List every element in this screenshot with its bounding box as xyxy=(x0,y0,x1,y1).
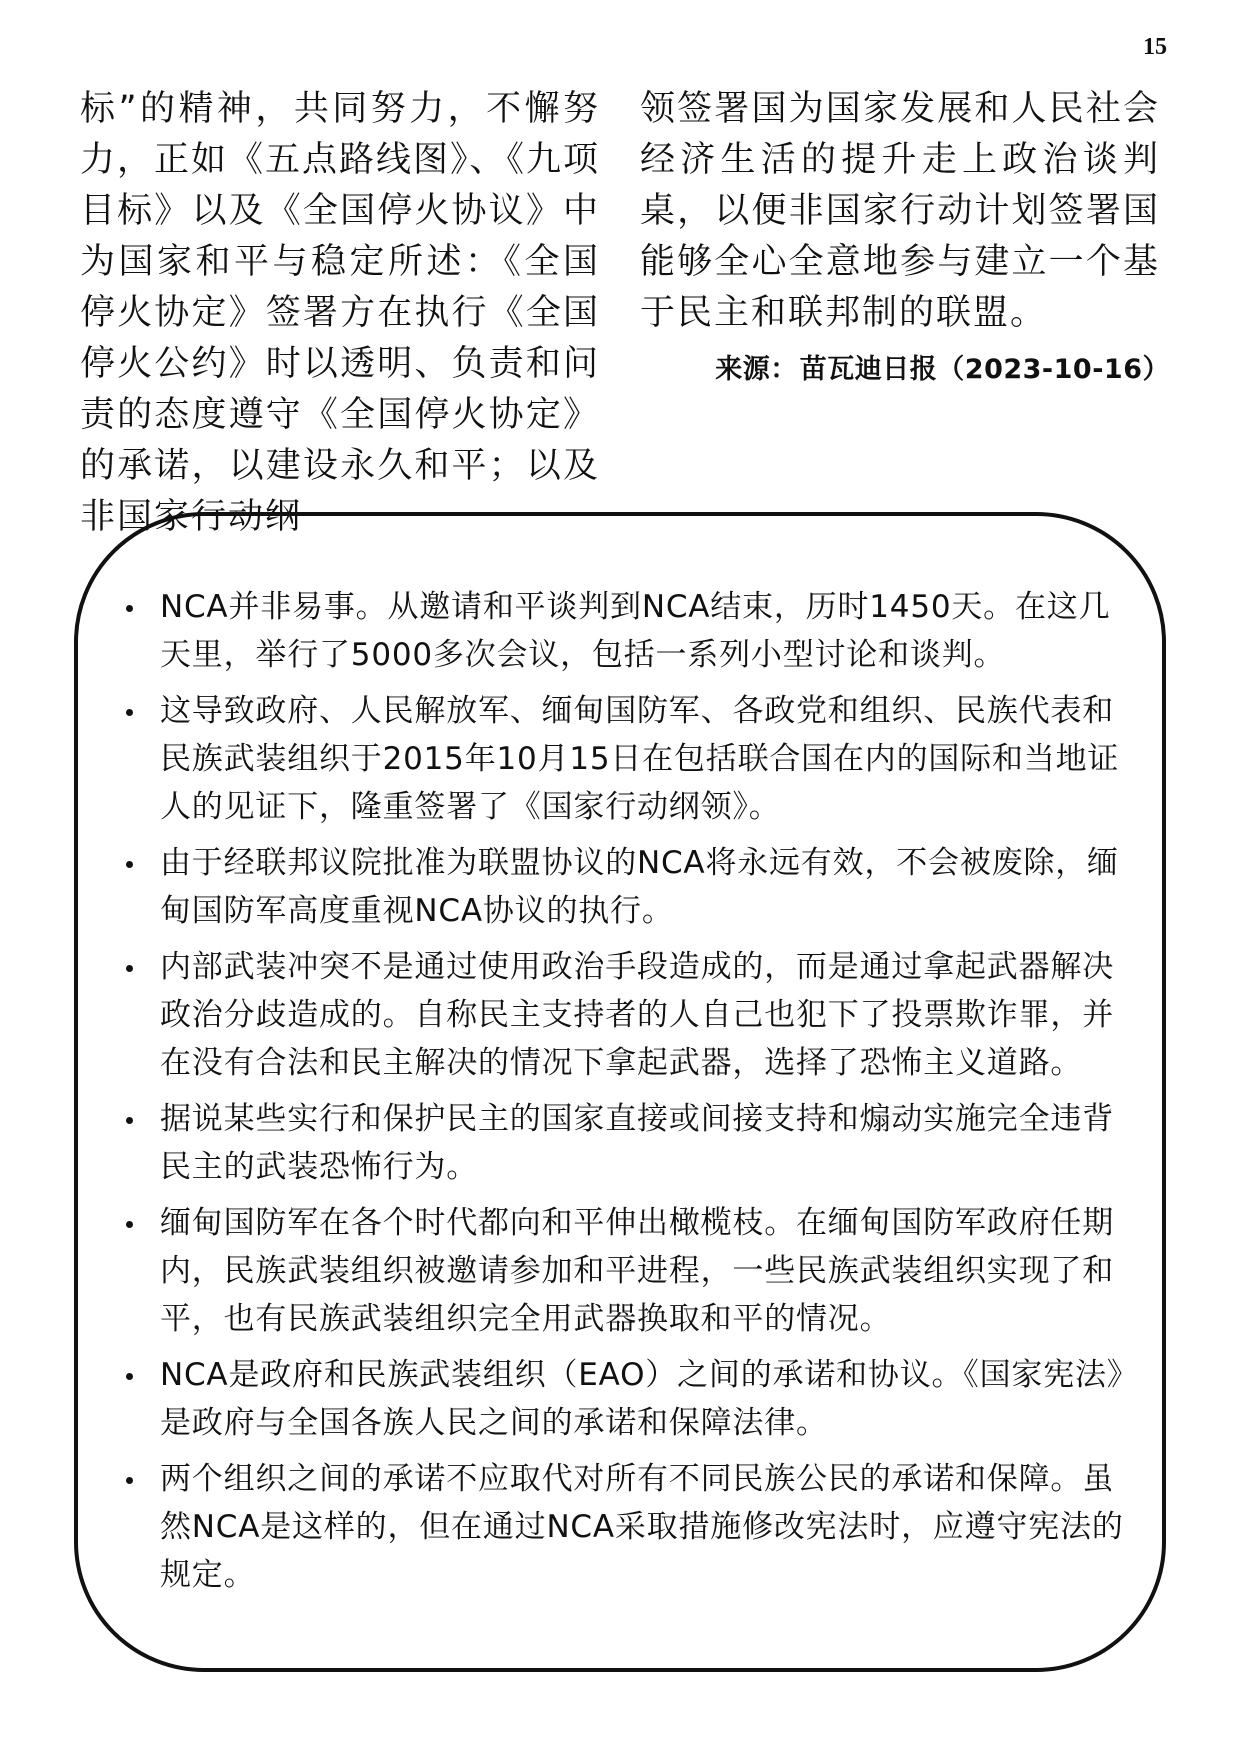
bullet-item xyxy=(120,839,1135,935)
bullet-text: NCA并非易事。从邀请和平谈判到NCA结束，历时1450天。在这几天里，举行了5000多次会议，包括一系列小型讨论和谈判。 xyxy=(160,589,1111,673)
bullet-dot-icon xyxy=(126,1373,133,1380)
source-citation xyxy=(715,347,1170,386)
page-number: 15 xyxy=(1143,34,1167,60)
source-text: 苗瓦迪日报（2023-10-16） xyxy=(799,354,1170,385)
bullet-dot-icon xyxy=(126,1117,133,1124)
bullet-item xyxy=(120,1199,1135,1343)
bullet-dot-icon xyxy=(126,605,133,612)
bullet-text: 两个组织之间的承诺不应取代对所有不同民族公民的承诺和保障。虽然NCA是这样的，但在通过NCA采取措施修改宪法时，应遵守宪法的规定。 xyxy=(160,1461,1124,1593)
bullet-text: 据说某些实行和保护民主的国家直接或间接支持和煽动实施完全违背民主的武装恐怖行为。 xyxy=(160,1101,1114,1185)
article-text-right-column: 领签署国为国家发展和人民社会经济生活的提升走上政治谈判桌，以便非国家行动计划签署国能够全心全意地参与建立一个基于民主和联邦制的联盟。 xyxy=(640,89,1160,333)
bullet-text: NCA是政府和民族武装组织（EAO）之间的承诺和协议。《国家宪法》是政府与全国各族人民之间的承诺和保障法律。 xyxy=(160,1357,1124,1441)
bullet-item xyxy=(120,1455,1135,1599)
bullet-list xyxy=(120,583,1135,1607)
bullet-dot-icon xyxy=(126,1477,133,1484)
bullet-dot-icon xyxy=(126,861,133,868)
article-text-left-column: 标”的精神，共同努力，不懈努力，正如《五点路线图》、《九项目标》以及《全国停火协议》中为国家和平与稳定所述：《全国停火协定》签署方在执行《全国停火公约》时以透明、负责和问责的态度遵守《全国停火协定》的承诺，以建设永久和平；以及非国家行动纲 xyxy=(80,89,601,537)
bullet-dot-icon xyxy=(126,709,133,716)
bullet-item xyxy=(120,943,1135,1087)
bullet-text: 这导致政府、人民解放军、缅甸国防军、各政党和组织、民族代表和民族武装组织于2015年10月15日在包括联合国在内的国际和当地证人的见证下，隆重签署了《国家行动纲领》。 xyxy=(160,693,1120,825)
bullet-item xyxy=(120,687,1135,831)
bullet-item xyxy=(120,1351,1135,1447)
bullet-dot-icon xyxy=(126,1221,133,1228)
source-label: 来源： xyxy=(715,354,798,385)
bullet-text: 由于经联邦议院批准为联盟协议的NCA将永远有效，不会被废除，缅甸国防军高度重视NCA协议的执行。 xyxy=(160,845,1119,929)
bullet-dot-icon xyxy=(126,965,133,972)
bullet-text: 内部武装冲突不是通过使用政治手段造成的，而是通过拿起武器解决政治分歧造成的。自称民主支持者的人自己也犯下了投票欺诈罪，并在没有合法和民主解决的情况下拿起武器，选择了恐怖主义道路。 xyxy=(160,949,1114,1081)
bullet-item xyxy=(120,583,1135,679)
bullet-item xyxy=(120,1095,1135,1191)
bullet-text: 缅甸国防军在各个时代都向和平伸出橄榄枝。在缅甸国防军政府任期内，民族武装组织被邀请参加和平进程，一些民族武装组织实现了和平，也有民族武装组织完全用武器换取和平的情况。 xyxy=(160,1205,1114,1337)
